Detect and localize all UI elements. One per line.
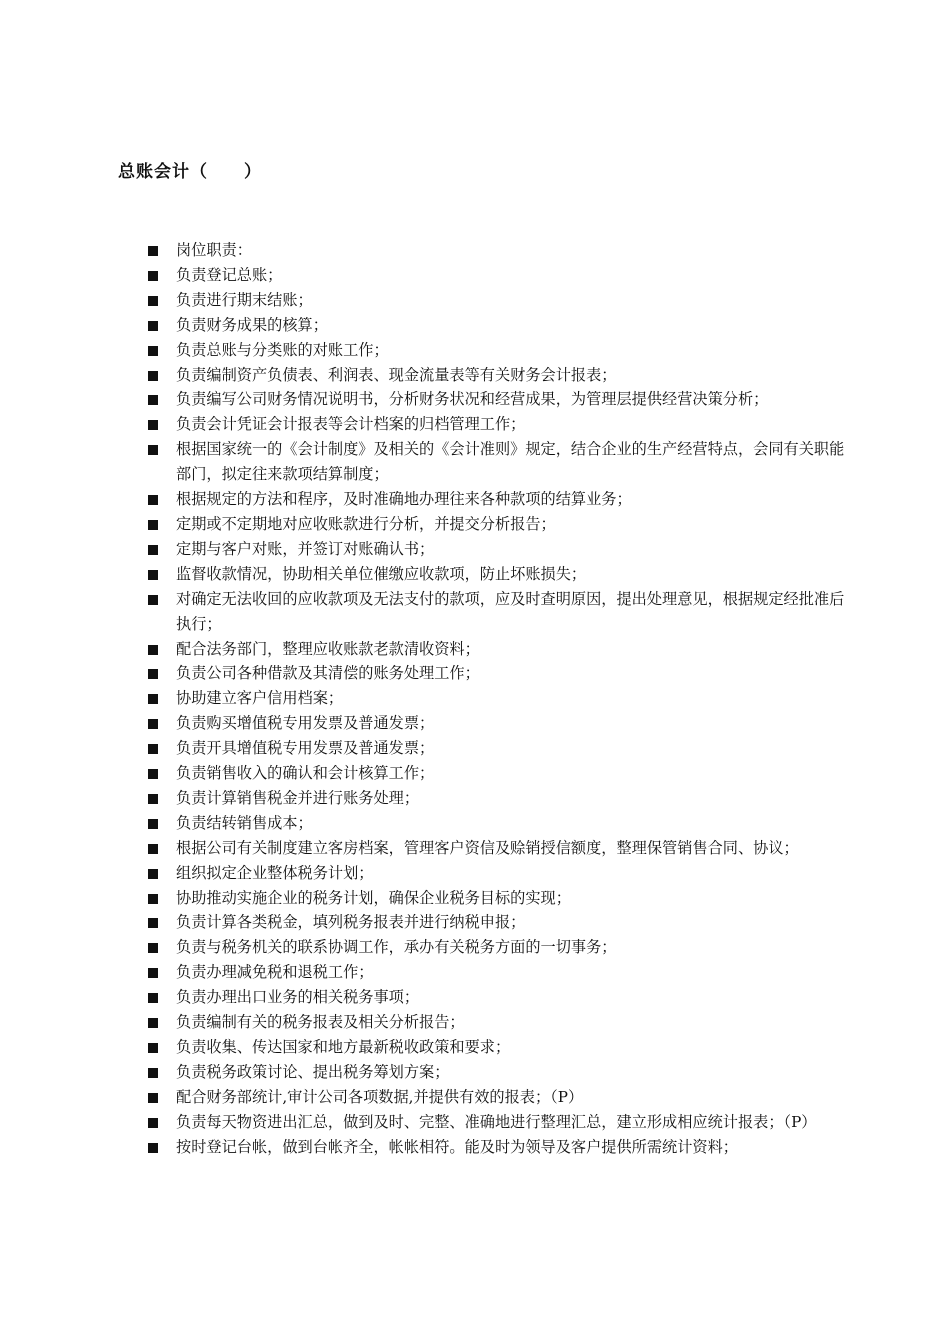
list-item bbox=[147, 313, 847, 338]
square-bullet-icon bbox=[148, 346, 158, 356]
duty-text: 负责收集、传达国家和地方最新税收政策和要求； bbox=[176, 1038, 511, 1056]
square-bullet-icon bbox=[148, 1143, 158, 1153]
list-item bbox=[147, 562, 847, 587]
duty-text: 负责销售收入的确认和会计核算工作； bbox=[176, 764, 435, 783]
square-bullet-icon bbox=[148, 993, 158, 1003]
list-item bbox=[147, 761, 847, 786]
list-item bbox=[147, 412, 847, 437]
duty-text: 负责编制资产负债表、利润表、现金流量表等有关财务会计报表； bbox=[176, 365, 617, 384]
square-bullet-icon bbox=[148, 545, 158, 555]
list-item bbox=[147, 861, 847, 886]
square-bullet-icon bbox=[148, 1043, 158, 1053]
list-item bbox=[147, 587, 847, 637]
list-item bbox=[147, 811, 847, 836]
duty-text: 对确定无法收回的应收款项及无法支付的款项，应及时查明原因，提出处理意见，根据规定经批准后执行； bbox=[176, 589, 845, 633]
duty-text: 负责办理出口业务的相关税务事项； bbox=[176, 988, 419, 1007]
duty-text: 负责财务成果的核算； bbox=[176, 315, 328, 334]
duty-text: 配合法务部门，整理应收账款老款清收资料； bbox=[176, 639, 480, 658]
duty-text: 负责会计凭证会计报表等会计档案的归档管理工作； bbox=[176, 415, 526, 434]
duty-text: 定期或不定期地对应收账款进行分析，并提交分析报告； bbox=[176, 514, 556, 533]
duty-text: 协助建立客户信用档案； bbox=[176, 689, 344, 708]
duty-text: 负责每天物资进出汇总，做到及时、完整、准确地进行整理汇总，建立形成相应统计报表；（P） bbox=[176, 1112, 817, 1131]
square-bullet-icon bbox=[148, 819, 158, 829]
list-item bbox=[147, 1035, 847, 1060]
duty-text: 组织拟定企业整体税务计划； bbox=[176, 863, 374, 882]
list-item bbox=[147, 686, 847, 711]
list-item bbox=[147, 786, 847, 811]
duty-text: 负责与税务机关的联系协调工作，承办有关税务方面的一切事务； bbox=[176, 938, 617, 957]
duty-text: 监督收款情况，协助相关单位催缴应收款项，防止坏账损失； bbox=[176, 564, 587, 583]
list-item bbox=[147, 935, 847, 960]
square-bullet-icon bbox=[148, 918, 158, 928]
square-bullet-icon bbox=[148, 894, 158, 904]
square-bullet-icon bbox=[148, 371, 158, 381]
square-bullet-icon bbox=[148, 420, 158, 430]
list-item bbox=[147, 661, 847, 686]
list-item bbox=[147, 1010, 847, 1035]
duty-text: 负责办理减免税和退税工作； bbox=[176, 963, 374, 982]
duty-text: 负责计算销售税金并进行账务处理； bbox=[176, 788, 419, 807]
square-bullet-icon bbox=[148, 570, 158, 580]
duty-text: 负责开具增值税专用发票及普通发票； bbox=[176, 739, 435, 758]
list-item bbox=[147, 537, 847, 562]
duty-text: 协助推动实施企业的税务计划，确保企业税务目标的实现； bbox=[176, 888, 571, 907]
square-bullet-icon bbox=[148, 246, 158, 256]
duty-text: 负责编写公司财务情况说明书，分析财务状况和经营成果，为管理层提供经营决策分析； bbox=[176, 390, 769, 409]
list-item bbox=[147, 711, 847, 736]
list-item bbox=[147, 736, 847, 761]
duty-text: 根据规定的方法和程序，及时准确地办理往来各种款项的结算业务； bbox=[176, 490, 632, 509]
list-item bbox=[147, 263, 847, 288]
square-bullet-icon bbox=[148, 321, 158, 331]
list-item bbox=[147, 836, 847, 861]
list-item bbox=[147, 238, 847, 263]
square-bullet-icon bbox=[148, 1093, 158, 1103]
square-bullet-icon bbox=[148, 943, 158, 953]
list-item bbox=[147, 437, 847, 487]
duty-text: 负责进行期末结账； bbox=[176, 290, 313, 309]
duty-text: 负责总账与分类账的对账工作； bbox=[176, 340, 389, 359]
square-bullet-icon bbox=[148, 694, 158, 704]
square-bullet-icon bbox=[148, 595, 158, 605]
page-title: 总账会计（ ） bbox=[118, 162, 262, 182]
list-item bbox=[147, 487, 847, 512]
list-item bbox=[147, 1085, 847, 1110]
duty-text: 按时登记台帐，做到台帐齐全，帐帐相符。能及时为领导及客户提供所需统计资料； bbox=[176, 1137, 738, 1156]
list-item bbox=[147, 288, 847, 313]
square-bullet-icon bbox=[148, 1018, 158, 1028]
square-bullet-icon bbox=[148, 296, 158, 306]
duty-text: 负责编制有关的税务报表及相关分析报告； bbox=[176, 1013, 465, 1032]
list-item bbox=[147, 363, 847, 388]
list-item bbox=[147, 985, 847, 1010]
square-bullet-icon bbox=[148, 744, 158, 754]
duty-text: 负责结转销售成本； bbox=[176, 813, 313, 832]
duty-text: 根据公司有关制度建立客房档案，管理客户资信及赊销授信额度，整理保管销售合同、协议； bbox=[176, 838, 799, 857]
duty-list bbox=[147, 238, 847, 1160]
duty-text: 配合财务部统计,审计公司各项数据,并提供有效的报表；（P） bbox=[176, 1087, 584, 1106]
list-item bbox=[147, 637, 847, 662]
duty-text: 负责公司各种借款及其清偿的账务处理工作； bbox=[176, 664, 480, 683]
square-bullet-icon bbox=[148, 1118, 158, 1128]
square-bullet-icon bbox=[148, 445, 158, 455]
list-item bbox=[147, 512, 847, 537]
square-bullet-icon bbox=[148, 968, 158, 978]
list-item bbox=[147, 1110, 847, 1135]
duty-text: 负责购买增值税专用发票及普通发票； bbox=[176, 714, 435, 733]
square-bullet-icon bbox=[148, 769, 158, 779]
square-bullet-icon bbox=[148, 395, 158, 405]
square-bullet-icon bbox=[148, 271, 158, 281]
square-bullet-icon bbox=[148, 794, 158, 804]
duty-text: 根据国家统一的《会计制度》及相关的《会计准则》规定，结合企业的生产经营特点，会同有关职能部门，拟定往来款项结算制度； bbox=[176, 440, 845, 484]
square-bullet-icon bbox=[148, 645, 158, 655]
square-bullet-icon bbox=[148, 669, 158, 679]
list-item bbox=[147, 886, 847, 911]
square-bullet-icon bbox=[148, 869, 158, 879]
square-bullet-icon bbox=[148, 1068, 158, 1078]
list-item bbox=[147, 960, 847, 985]
square-bullet-icon bbox=[148, 844, 158, 854]
list-item bbox=[147, 338, 847, 363]
square-bullet-icon bbox=[148, 495, 158, 505]
list-item bbox=[147, 1135, 847, 1160]
duty-text: 负责计算各类税金，填列税务报表并进行纳税申报； bbox=[176, 913, 526, 932]
duty-text: 负责登记总账； bbox=[176, 265, 283, 284]
list-item bbox=[147, 1060, 847, 1085]
list-item bbox=[147, 387, 847, 412]
duty-text: 负责税务政策讨论、提出税务筹划方案； bbox=[176, 1062, 450, 1081]
list-item bbox=[147, 910, 847, 935]
duty-text: 定期与客户对账，并签订对账确认书； bbox=[176, 539, 435, 558]
square-bullet-icon bbox=[148, 520, 158, 530]
duty-text: 岗位职责： bbox=[176, 241, 252, 259]
square-bullet-icon bbox=[148, 719, 158, 729]
